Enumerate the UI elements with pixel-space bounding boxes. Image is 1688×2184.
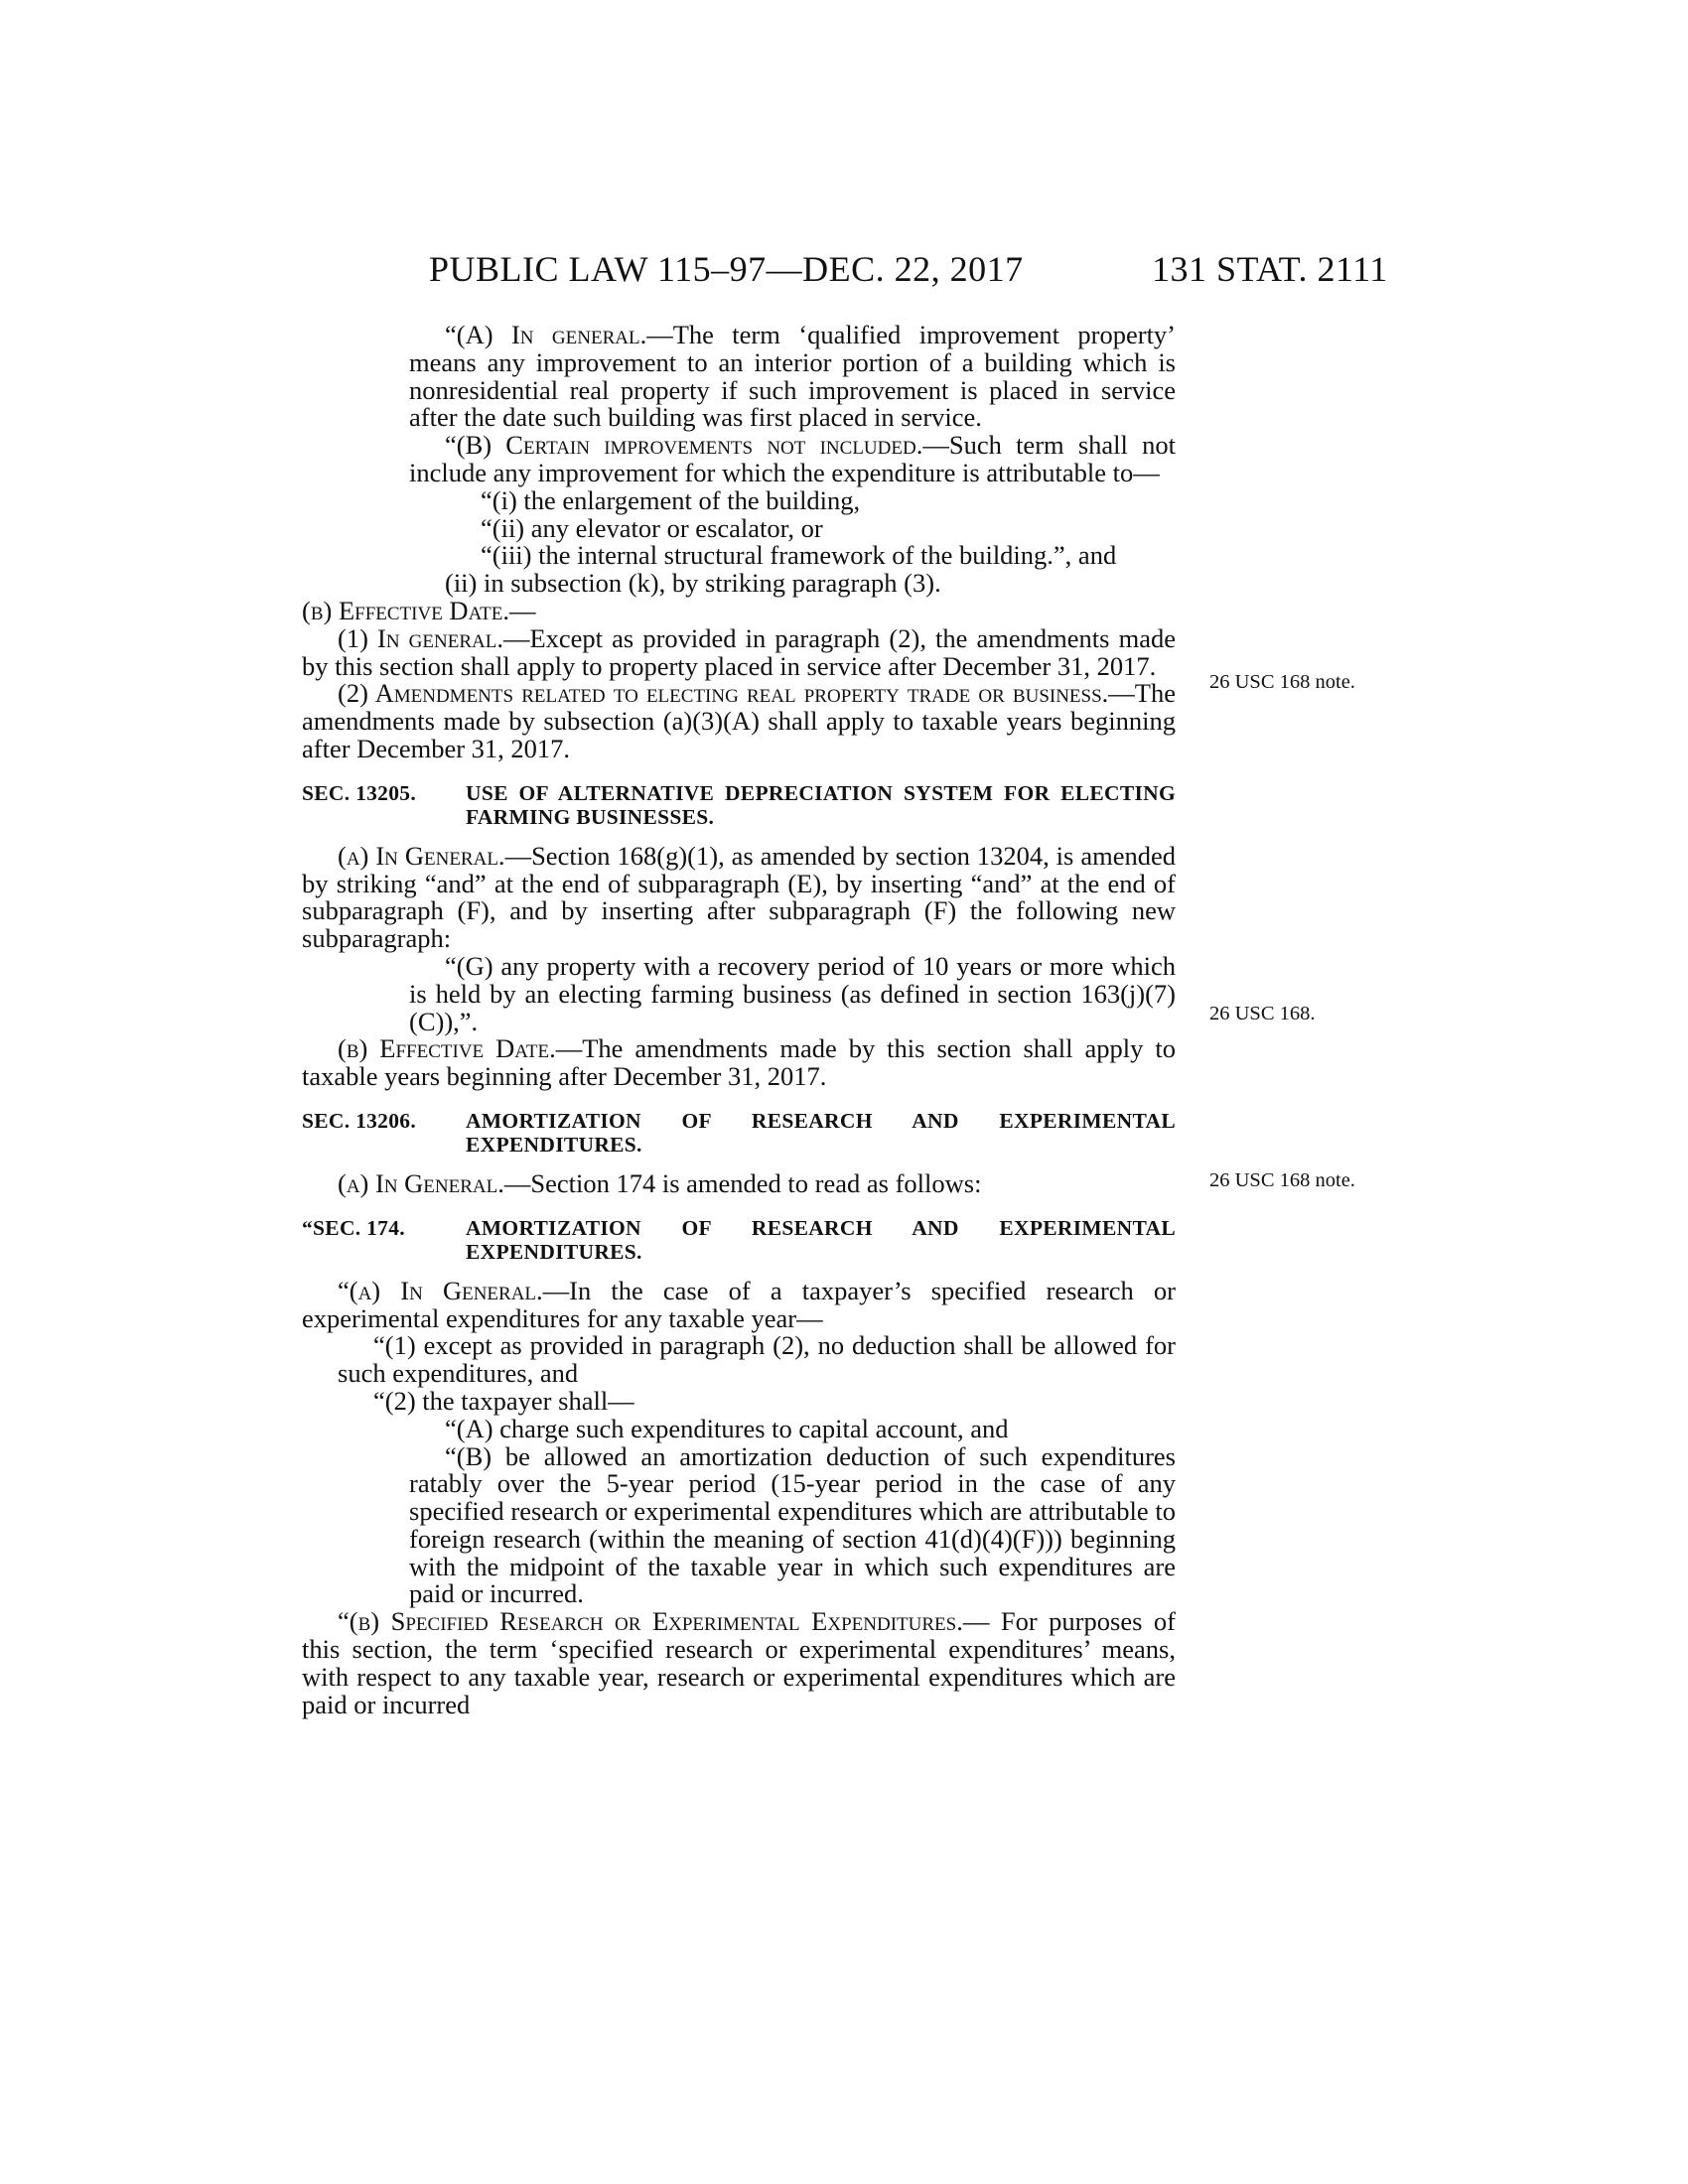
sec174-subsection-a: “(a) In General.—In the case of a taxpayer’s specified research or experimental expenditures for any taxable year— xyxy=(302,1275,1177,1333)
effective-date-heading: (b) Effective Date.— xyxy=(302,595,536,625)
sec13206-subsection-a: (a) In General.—Section 174 is amended to read as follows: xyxy=(338,1167,982,1198)
paragraph-b-certain-improvements: “(B) Certain improvements not included.—Such term shall not include any improvement for which the expenditure is attributable to— xyxy=(409,430,1176,487)
sec13205-subparagraph-g: “(G) any property with a recovery period of 10 years or more which is held by an electing farming business (as defined in section 163(j)(7)(C)),”. xyxy=(409,950,1176,1036)
effective-date-paragraph-1: (1) In general.—Except as provided in paragraph (2), the amendments made by this section shall apply to property placed in service after December 31, 2017. xyxy=(302,622,1176,681)
running-header-title: PUBLIC LAW 115–97—DEC. 22, 2017 xyxy=(429,249,1024,289)
paragraph-a-in-general: “(A) In general.—The term ‘qualified improvement property’ means any improvement to an interior portion of a building which is nonresidential real property if such improvement is placed in service after the date such building was first placed in service. xyxy=(409,320,1177,433)
sec174-subsection-b: “(b) Specified Research or Experimental Expenditures.— For purposes of this section, the term ‘specified research or experimental expenditures’ means, with respect to any taxable year, research or experimental expenditures which are paid or incurred xyxy=(302,1606,1176,1719)
margin-note-usc: 26 USC 168. xyxy=(1209,1003,1316,1024)
sec174-subparagraph-b: “(B) be allowed an amortization deduction of such expenditures ratably over the 5-year period (15-year period in the case of any specified research or experimental expenditures which are attributable to foreign research (within the meaning of section 41(d)(4)(F))) beginning with the midpoint of the taxable year in which such expenditures are paid or incurred. xyxy=(409,1440,1176,1609)
running-header-page: 131 STAT. 2111 xyxy=(1152,249,1388,289)
clause-ii-subsection-k: (ii) in subsection (k), by striking paragraph (3). xyxy=(445,568,941,599)
clause-iii: “(iii) the internal structural framework of the building.”, and xyxy=(481,540,1117,571)
margin-note-usc: 26 USC 168 note. xyxy=(1209,1169,1355,1191)
clause-i: “(i) the enlargement of the building, xyxy=(481,484,861,515)
sec174-subparagraph-a: “(A) charge such expenditures to capital account, and xyxy=(445,1413,1009,1443)
section-heading-13206: SEC. 13206. AMORTIZATION OF RESEARCH AND EXPERIMENTAL EXPENDITURES. xyxy=(302,1108,1176,1157)
effective-date-paragraph-2: (2) Amendments related to electing real property trade or business.—The amendments made by subsection (a)(3)(A) shall apply to taxable years beginning after December 31, 2017. xyxy=(302,678,1176,763)
sec13205-subsection-b: (b) Effective Date.—The amendments made by this section shall apply to taxable years beginning after December 31, 2017. xyxy=(302,1033,1176,1092)
sec174-paragraph-2: “(2) the taxpayer shall— xyxy=(373,1385,634,1416)
section-heading-174: “SEC. 174. AMORTIZATION OF RESEARCH AND EXPERIMENTAL EXPENDITURES. xyxy=(302,1215,1176,1264)
sec13205-subsection-a: (a) In General.—Section 168(g)(1), as amended by section 13204, is amended by striking “and” at the end of subparagraph (E), by inserting “and” at the end of subparagraph (F), and by inserting after subparagraph (F) the following new subparagraph: xyxy=(302,840,1176,954)
document-body xyxy=(302,322,1176,1718)
margin-note-usc: 26 USC 168 note. xyxy=(1209,671,1355,693)
section-heading-13205: SEC. 13205. USE OF ALTERNATIVE DEPRECIATION SYSTEM FOR ELECTING FARMING BUSINESSES. xyxy=(302,780,1176,829)
sec174-paragraph-1: “(1) except as provided in paragraph (2), no deduction shall be allowed for such expenditures, and xyxy=(338,1330,1176,1389)
clause-ii: “(ii) any elevator or escalator, or xyxy=(481,512,823,543)
